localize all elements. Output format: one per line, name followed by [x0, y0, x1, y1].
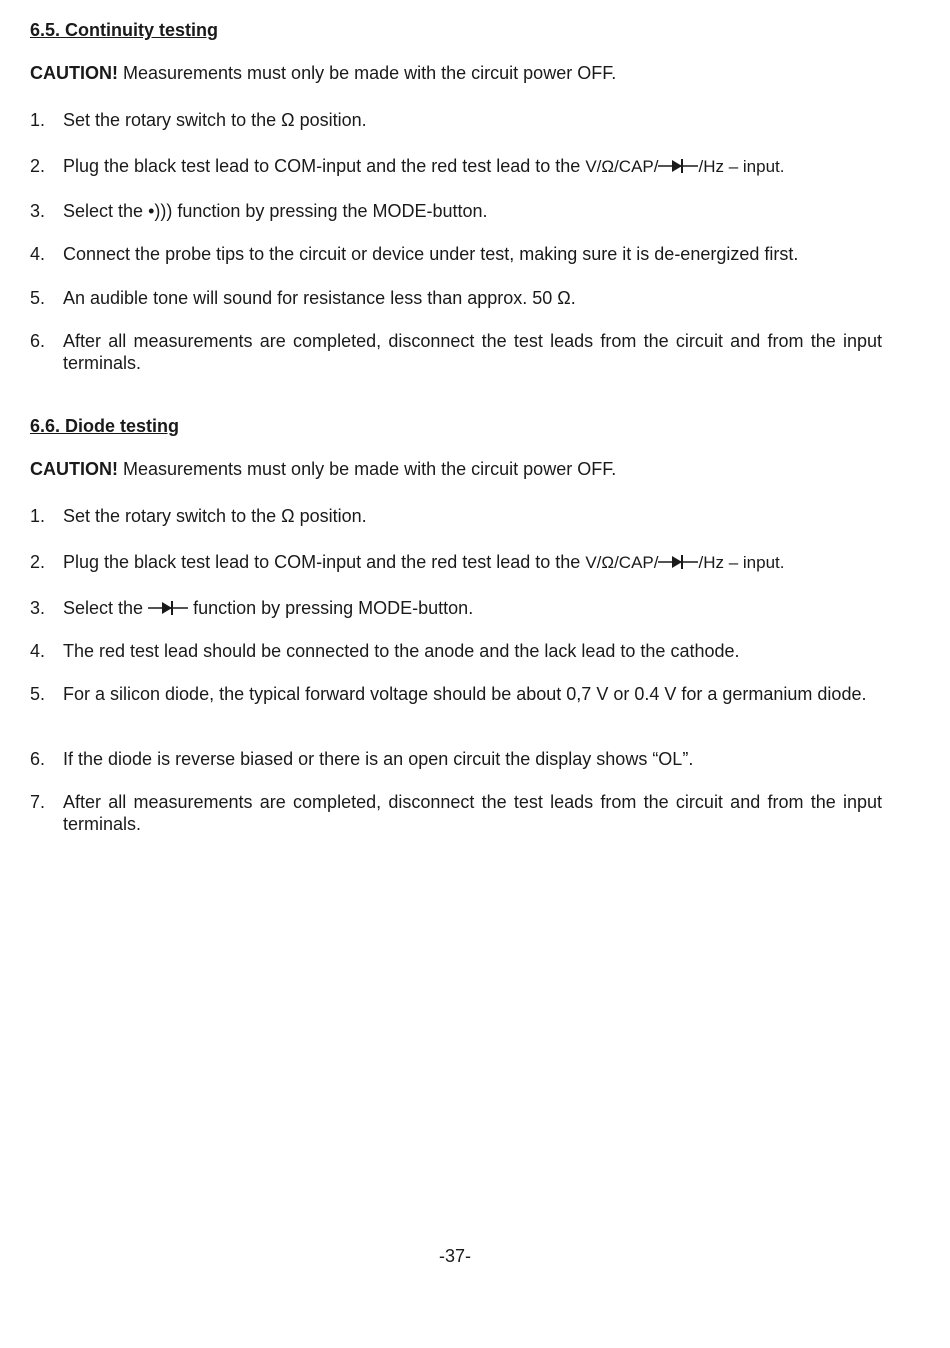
section-heading-diode: 6.6. Diode testing: [30, 416, 180, 436]
item-number: 5.: [30, 288, 46, 308]
ohm-icon: Ω: [281, 110, 295, 130]
caution-label: CAUTION!: [30, 63, 118, 83]
item-text: The red test lead should be connected to the anode and the lack lead to the cathode.: [63, 641, 740, 661]
page-number: -37-: [438, 1246, 471, 1266]
item-number: 3.: [30, 598, 46, 618]
item-text: After all measurements are completed, disconnect the test leads from the circuit and from the input terminals.: [63, 792, 882, 834]
item-text: Connect the probe tips to the circuit or device under test, making sure it is de-energized first.: [63, 244, 799, 264]
item-number: 4.: [30, 641, 46, 661]
item-number: 6.: [30, 331, 46, 351]
ohm-icon: Ω: [557, 288, 571, 308]
item-number: 3.: [30, 201, 46, 221]
caution-label: CAUTION!: [30, 459, 118, 479]
ohm-icon: Ω: [281, 506, 295, 526]
diode-icon: [658, 159, 698, 173]
section-heading-continuity: 6.5. Continuity testing: [30, 20, 219, 40]
item-number: 6.: [30, 749, 46, 769]
item-number: 1.: [30, 110, 46, 130]
item-text: Select the •))) function by pressing the MODE-button.: [63, 201, 488, 221]
caution-text: Measurements must only be made with the circuit power OFF.: [118, 63, 617, 83]
item-text: Set the rotary switch to the Ω position.: [63, 506, 367, 526]
item-number: 5.: [30, 684, 46, 704]
item-text: An audible tone will sound for resistance less than approx. 50 Ω.: [63, 288, 576, 308]
caution-note: [30, 63, 616, 84]
item-text: Plug the black test lead to COM-input and the red test lead to the V/Ω/CAP/ /Hz – input.: [63, 552, 785, 572]
caution-note: [30, 459, 616, 480]
item-text: After all measurements are completed, disconnect the test leads from the circuit and from the input terminals.: [63, 331, 882, 373]
diode-icon: [148, 601, 188, 615]
diode-icon: [658, 555, 698, 569]
caution-text: Measurements must only be made with the circuit power OFF.: [118, 459, 617, 479]
item-number: 4.: [30, 244, 46, 264]
item-text: If the diode is reverse biased or there is an open circuit the display shows “OL”.: [63, 749, 694, 769]
item-number: 2.: [30, 156, 46, 176]
item-number: 1.: [30, 506, 46, 526]
item-text: Select the function by pressing MODE-button.: [63, 598, 474, 618]
item-number: 7.: [30, 792, 46, 812]
item-text: Plug the black test lead to COM-input and the red test lead to the V/Ω/CAP/ /Hz – input.: [63, 156, 785, 176]
item-number: 2.: [30, 552, 46, 572]
continuity-beep-icon: •))): [148, 201, 173, 221]
item-text: Set the rotary switch to the Ω position.: [63, 110, 367, 130]
item-text: For a silicon diode, the typical forward voltage should be about 0,7 V or 0.4 V for a germanium diode.: [63, 684, 867, 704]
